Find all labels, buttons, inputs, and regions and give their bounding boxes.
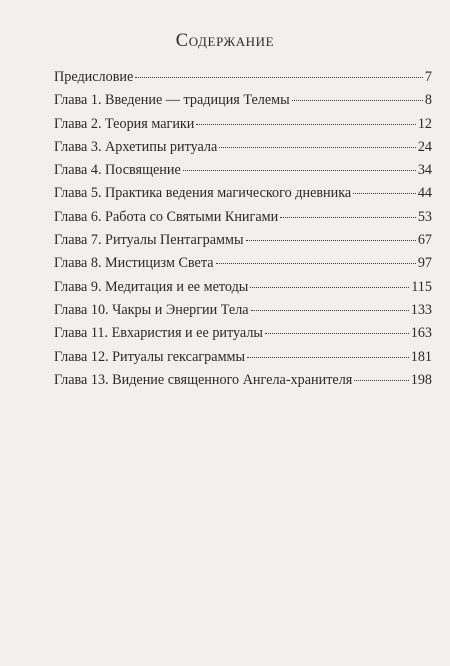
toc-entry-page: 24: [417, 138, 432, 155]
toc-entry-page: 115: [411, 278, 432, 295]
toc-entry-label: Глава 13. Видение священного Ангела-хранителя: [54, 371, 353, 388]
toc-entry-page: 97: [417, 255, 432, 272]
toc-entry-chapter-12: [54, 346, 432, 369]
dot-leader: [219, 147, 416, 148]
toc-entry-page: 67: [417, 232, 432, 249]
toc-entry-page: 12: [417, 115, 432, 132]
dot-leader: [354, 380, 408, 381]
toc-entry-label: Глава 11. Евхаристия и ее ритуалы: [54, 325, 263, 342]
toc-entry-page: 8: [424, 92, 432, 109]
toc-entry-label: Глава 9. Медитация и ее методы: [54, 278, 249, 295]
dot-leader: [250, 287, 409, 288]
toc-entry-chapter-8: [54, 252, 432, 275]
toc-entry-chapter-13: [54, 369, 432, 392]
toc-entry-preface: [54, 66, 432, 89]
dot-leader: [280, 217, 416, 218]
page-title: Содержание: [175, 31, 275, 51]
dot-leader: [251, 310, 409, 311]
toc-entry-label: Глава 12. Ритуалы гексаграммы: [54, 348, 246, 365]
table-of-contents: [54, 66, 432, 392]
toc-entry-label: Предисловие: [54, 69, 134, 85]
toc-entry-label: Глава 4. Посвящение: [54, 162, 181, 179]
toc-entry-label: Глава 7. Ритуалы Пентаграммы: [54, 232, 244, 249]
toc-entry-chapter-4: [54, 159, 432, 182]
toc-entry-chapter-6: [54, 206, 432, 229]
toc-entry-chapter-3: [54, 136, 432, 159]
toc-entry-chapter-1: [54, 89, 432, 112]
toc-entry-chapter-10: [54, 299, 432, 322]
dot-leader: [265, 333, 409, 334]
toc-entry-label: Глава 6. Работа со Святыми Книгами: [54, 208, 279, 225]
toc-entry-page: 133: [410, 301, 432, 318]
toc-entry-chapter-9: [54, 276, 432, 299]
dot-leader: [216, 263, 416, 264]
dot-leader: [196, 124, 415, 125]
toc-entry-page: 53: [417, 208, 432, 225]
toc-entry-label: Глава 3. Архетипы ритуала: [54, 138, 218, 155]
dot-leader: [135, 77, 423, 78]
toc-entry-page: 181: [410, 348, 432, 365]
dot-leader: [246, 240, 416, 241]
dot-leader: [353, 193, 416, 194]
toc-entry-page: 34: [417, 162, 432, 179]
dot-leader: [183, 170, 416, 171]
toc-entry-label: Глава 8. Мистицизм Света: [54, 255, 214, 272]
toc-entry-chapter-7: [54, 229, 432, 252]
toc-entry-page: 163: [410, 325, 432, 342]
toc-entry-chapter-5: [54, 182, 432, 205]
toc-entry-chapter-2: [54, 113, 432, 136]
toc-entry-label: Глава 10. Чакры и Энергии Тела: [54, 301, 249, 318]
toc-entry-chapter-11: [54, 322, 432, 345]
toc-entry-label: Глава 5. Практика ведения магического дневника: [54, 185, 352, 202]
dot-leader: [292, 100, 423, 101]
toc-entry-label: Глава 2. Теория магики: [54, 115, 195, 132]
toc-entry-page: 198: [410, 371, 432, 388]
toc-entry-page: 44: [417, 185, 432, 202]
dot-leader: [247, 357, 409, 358]
toc-entry-label: Глава 1. Введение — традиция Телемы: [54, 92, 290, 109]
toc-entry-page: 7: [424, 69, 432, 85]
